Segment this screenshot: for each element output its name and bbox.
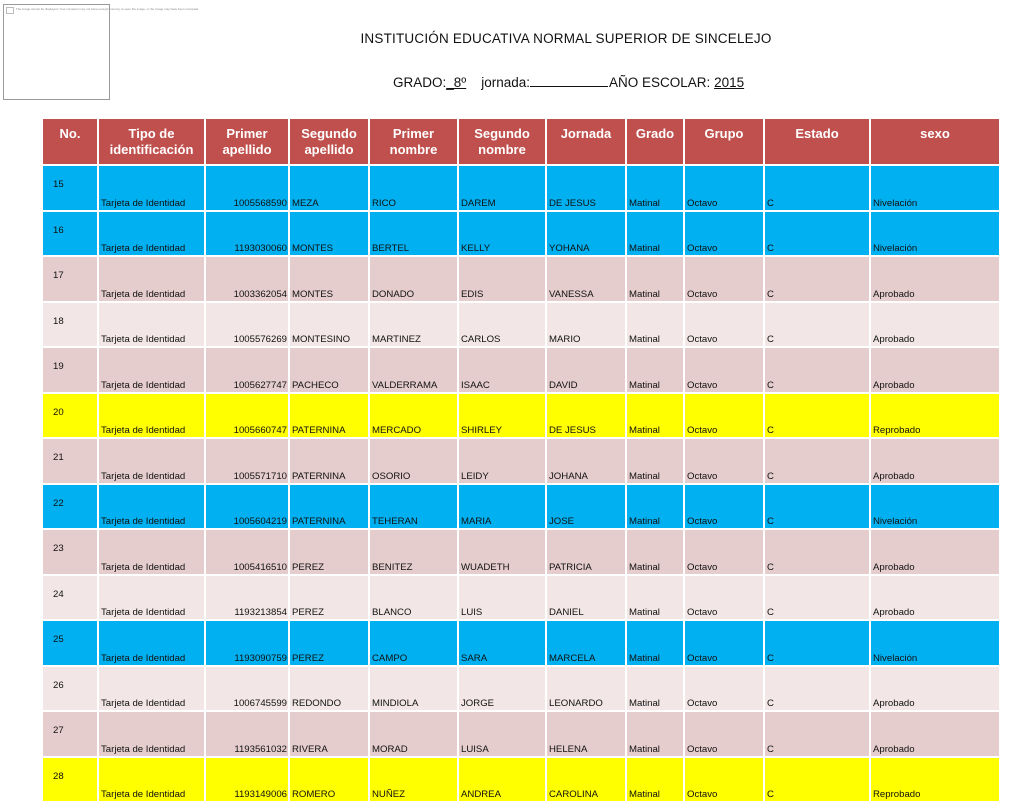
table-row: [42, 620, 1000, 666]
cell-tipo-identificacion: Tarjeta de Identidad: [98, 757, 205, 803]
table-row: [42, 575, 1000, 621]
cell-segundo-nombre: MARIO: [546, 302, 626, 348]
cell-primer-apellido: MEZA: [289, 165, 369, 211]
table-row: [42, 529, 1000, 575]
grado-label: GRADO:: [393, 75, 447, 90]
cell-primer-apellido: PEREZ: [289, 575, 369, 621]
cell-jornada: Matinal: [626, 211, 684, 257]
row-number: 20: [42, 393, 98, 439]
cell-grupo: C: [764, 211, 870, 257]
cell-segundo-nombre: PATRICIA: [546, 529, 626, 575]
cell-estado: Aprobado: [870, 575, 1000, 621]
jornada-label: jornada:: [481, 75, 531, 90]
cell-segundo-apellido: MORAD: [369, 711, 458, 757]
cell-estado: Aprobado: [870, 666, 1000, 712]
cell-grado: Octavo: [684, 347, 764, 393]
cell-id-number: 1003362054: [205, 256, 289, 302]
row-number: 18: [42, 302, 98, 348]
cell-segundo-apellido: BENITEZ: [369, 529, 458, 575]
cell-estado: Nivelación: [870, 484, 1000, 530]
cell-segundo-apellido: TEHERAN: [369, 484, 458, 530]
cell-primer-nombre: LUIS: [458, 575, 546, 621]
cell-primer-nombre: KELLY: [458, 211, 546, 257]
cell-id-number: 1193213854: [205, 575, 289, 621]
cell-primer-apellido: REDONDO: [289, 666, 369, 712]
cell-grado: Octavo: [684, 211, 764, 257]
cell-grado: Octavo: [684, 165, 764, 211]
cell-tipo-identificacion: Tarjeta de Identidad: [98, 620, 205, 666]
cell-segundo-apellido: RICO: [369, 165, 458, 211]
cell-segundo-nombre: DAVID: [546, 347, 626, 393]
cell-grupo: C: [764, 165, 870, 211]
page-title: INSTITUCIÓN EDUCATIVA NORMAL SUPERIOR DE SINCELEJO: [360, 31, 772, 46]
cell-jornada: Matinal: [626, 393, 684, 439]
cell-primer-nombre: LEIDY: [458, 438, 546, 484]
cell-tipo-identificacion: Tarjeta de Identidad: [98, 393, 205, 439]
cell-primer-apellido: PACHECO: [289, 347, 369, 393]
cell-grupo: C: [764, 438, 870, 484]
cell-grupo: C: [764, 256, 870, 302]
cell-segundo-nombre: DANIEL: [546, 575, 626, 621]
cell-grado: Octavo: [684, 393, 764, 439]
cell-tipo-identificacion: Tarjeta de Identidad: [98, 711, 205, 757]
cell-jornada: Matinal: [626, 256, 684, 302]
cell-primer-apellido: MONTESINO: [289, 302, 369, 348]
column-header: Grupo: [684, 118, 764, 165]
cell-segundo-nombre: JOSE: [546, 484, 626, 530]
cell-jornada: Matinal: [626, 757, 684, 803]
table-row: [42, 757, 1000, 803]
table-row: [42, 711, 1000, 757]
cell-primer-nombre: CARLOS: [458, 302, 546, 348]
cell-segundo-apellido: CAMPO: [369, 620, 458, 666]
cell-segundo-apellido: BERTEL: [369, 211, 458, 257]
cell-jornada: Matinal: [626, 438, 684, 484]
cell-primer-nombre: ANDREA: [458, 757, 546, 803]
cell-estado: Aprobado: [870, 529, 1000, 575]
cell-grado: Octavo: [684, 620, 764, 666]
cell-id-number: 1193090759: [205, 620, 289, 666]
broken-image-icon: [6, 7, 14, 14]
anio-label: AÑO ESCOLAR:: [609, 75, 711, 90]
cell-grado: Octavo: [684, 484, 764, 530]
cell-primer-apellido: PATERNINA: [289, 484, 369, 530]
cell-grado: Octavo: [684, 757, 764, 803]
cell-jornada: Matinal: [626, 302, 684, 348]
cell-primer-apellido: PATERNINA: [289, 438, 369, 484]
cell-segundo-apellido: MINDIOLA: [369, 666, 458, 712]
cell-primer-apellido: MONTES: [289, 211, 369, 257]
cell-jornada: Matinal: [626, 529, 684, 575]
anio-value: 2015: [714, 75, 745, 90]
grade-line: [393, 74, 744, 90]
cell-segundo-apellido: DONADO: [369, 256, 458, 302]
table-row: [42, 256, 1000, 302]
cell-estado: Nivelación: [870, 620, 1000, 666]
cell-grado: Octavo: [684, 302, 764, 348]
cell-jornada: Matinal: [626, 484, 684, 530]
cell-tipo-identificacion: Tarjeta de Identidad: [98, 575, 205, 621]
row-number: 28: [42, 757, 98, 803]
cell-primer-nombre: ISAAC: [458, 347, 546, 393]
cell-primer-apellido: ROMERO: [289, 757, 369, 803]
column-header: Primer apellido: [205, 118, 289, 165]
cell-segundo-apellido: NUÑEZ: [369, 757, 458, 803]
cell-segundo-apellido: BLANCO: [369, 575, 458, 621]
cell-tipo-identificacion: Tarjeta de Identidad: [98, 347, 205, 393]
table-row: [42, 438, 1000, 484]
cell-segundo-nombre: MARCELA: [546, 620, 626, 666]
cell-jornada: Matinal: [626, 575, 684, 621]
cell-segundo-apellido: MERCADO: [369, 393, 458, 439]
row-number: 25: [42, 620, 98, 666]
cell-grupo: C: [764, 529, 870, 575]
jornada-blank: [530, 74, 608, 87]
column-header: Segundo nombre: [458, 118, 546, 165]
cell-tipo-identificacion: Tarjeta de Identidad: [98, 256, 205, 302]
cell-primer-apellido: PATERNINA: [289, 393, 369, 439]
cell-grado: Octavo: [684, 438, 764, 484]
logo-image-placeholder: [3, 4, 199, 100]
row-number: 15: [42, 165, 98, 211]
column-header: Tipo de identificación: [98, 118, 205, 165]
table-row: [42, 211, 1000, 257]
cell-tipo-identificacion: Tarjeta de Identidad: [98, 438, 205, 484]
cell-grupo: C: [764, 620, 870, 666]
cell-tipo-identificacion: Tarjeta de Identidad: [98, 211, 205, 257]
cell-jornada: Matinal: [626, 666, 684, 712]
cell-grupo: C: [764, 666, 870, 712]
cell-primer-nombre: EDIS: [458, 256, 546, 302]
row-number: 22: [42, 484, 98, 530]
cell-tipo-identificacion: Tarjeta de Identidad: [98, 484, 205, 530]
cell-primer-apellido: PEREZ: [289, 620, 369, 666]
cell-segundo-nombre: DE JESUS: [546, 393, 626, 439]
cell-estado: Aprobado: [870, 347, 1000, 393]
column-header: Segundo apellido: [289, 118, 369, 165]
cell-estado: Aprobado: [870, 438, 1000, 484]
table-row: [42, 347, 1000, 393]
cell-id-number: 1005660747: [205, 393, 289, 439]
cell-primer-nombre: MARIA: [458, 484, 546, 530]
cell-id-number: 1005627747: [205, 347, 289, 393]
table-row: [42, 484, 1000, 530]
cell-id-number: 1006745599: [205, 666, 289, 712]
row-number: 21: [42, 438, 98, 484]
column-header: Primer nombre: [369, 118, 458, 165]
cell-segundo-nombre: VANESSA: [546, 256, 626, 302]
row-number: 24: [42, 575, 98, 621]
grado-value: _8º: [446, 75, 467, 90]
cell-jornada: Matinal: [626, 620, 684, 666]
cell-jornada: Matinal: [626, 711, 684, 757]
cell-grado: Octavo: [684, 575, 764, 621]
cell-grupo: C: [764, 711, 870, 757]
cell-grupo: C: [764, 757, 870, 803]
cell-tipo-identificacion: Tarjeta de Identidad: [98, 165, 205, 211]
cell-id-number: 1005576269: [205, 302, 289, 348]
cell-tipo-identificacion: Tarjeta de Identidad: [98, 529, 205, 575]
row-number: 27: [42, 711, 98, 757]
cell-grado: Octavo: [684, 666, 764, 712]
cell-primer-nombre: WUADETH: [458, 529, 546, 575]
cell-estado: Aprobado: [870, 302, 1000, 348]
cell-grado: Octavo: [684, 711, 764, 757]
cell-segundo-nombre: DE JESUS: [546, 165, 626, 211]
cell-estado: Nivelación: [870, 165, 1000, 211]
cell-grupo: C: [764, 393, 870, 439]
cell-segundo-apellido: VALDERRAMA: [369, 347, 458, 393]
table-row: [42, 666, 1000, 712]
cell-estado: Aprobado: [870, 711, 1000, 757]
cell-id-number: 1005416510: [205, 529, 289, 575]
cell-segundo-nombre: JOHANA: [546, 438, 626, 484]
cell-grado: Octavo: [684, 256, 764, 302]
cell-primer-apellido: RIVERA: [289, 711, 369, 757]
cell-estado: Nivelación: [870, 211, 1000, 257]
cell-tipo-identificacion: Tarjeta de Identidad: [98, 666, 205, 712]
broken-image-message: The image cannot be displayed. Your computer may not have enough memory to open the image, or the image may have been corrupted.: [16, 7, 199, 11]
cell-primer-nombre: DAREM: [458, 165, 546, 211]
row-number: 26: [42, 666, 98, 712]
column-header: Jornada: [546, 118, 626, 165]
cell-estado: Reprobado: [870, 757, 1000, 803]
cell-primer-nombre: LUISA: [458, 711, 546, 757]
cell-jornada: Matinal: [626, 347, 684, 393]
cell-tipo-identificacion: Tarjeta de Identidad: [98, 302, 205, 348]
column-header: Estado: [764, 118, 870, 165]
table-row: [42, 165, 1000, 211]
column-header: Grado: [626, 118, 684, 165]
cell-id-number: 1005604219: [205, 484, 289, 530]
cell-id-number: 1193149006: [205, 757, 289, 803]
table-row: [42, 302, 1000, 348]
column-header: sexo: [870, 118, 1000, 165]
cell-id-number: 1193561032: [205, 711, 289, 757]
cell-segundo-nombre: CAROLINA: [546, 757, 626, 803]
cell-primer-nombre: SARA: [458, 620, 546, 666]
cell-primer-apellido: MONTES: [289, 256, 369, 302]
cell-segundo-nombre: YOHANA: [546, 211, 626, 257]
cell-grupo: C: [764, 484, 870, 530]
cell-segundo-nombre: LEONARDO: [546, 666, 626, 712]
row-number: 19: [42, 347, 98, 393]
cell-grado: Octavo: [684, 529, 764, 575]
cell-jornada: Matinal: [626, 165, 684, 211]
row-number: 17: [42, 256, 98, 302]
row-number: 16: [42, 211, 98, 257]
cell-estado: Aprobado: [870, 256, 1000, 302]
cell-id-number: 1193030060: [205, 211, 289, 257]
table-row: [42, 393, 1000, 439]
row-number: 23: [42, 529, 98, 575]
cell-primer-nombre: SHIRLEY: [458, 393, 546, 439]
cell-primer-apellido: PEREZ: [289, 529, 369, 575]
cell-estado: Reprobado: [870, 393, 1000, 439]
table-body: [42, 165, 1000, 802]
cell-grupo: C: [764, 302, 870, 348]
cell-id-number: 1005568590: [205, 165, 289, 211]
cell-segundo-apellido: OSORIO: [369, 438, 458, 484]
column-header: No.: [42, 118, 98, 165]
cell-segundo-nombre: HELENA: [546, 711, 626, 757]
table-header-row: [42, 118, 1000, 165]
cell-id-number: 1005571710: [205, 438, 289, 484]
cell-grupo: C: [764, 575, 870, 621]
cell-grupo: C: [764, 347, 870, 393]
students-table: [41, 117, 1001, 803]
cell-primer-nombre: JORGE: [458, 666, 546, 712]
cell-segundo-apellido: MARTINEZ: [369, 302, 458, 348]
